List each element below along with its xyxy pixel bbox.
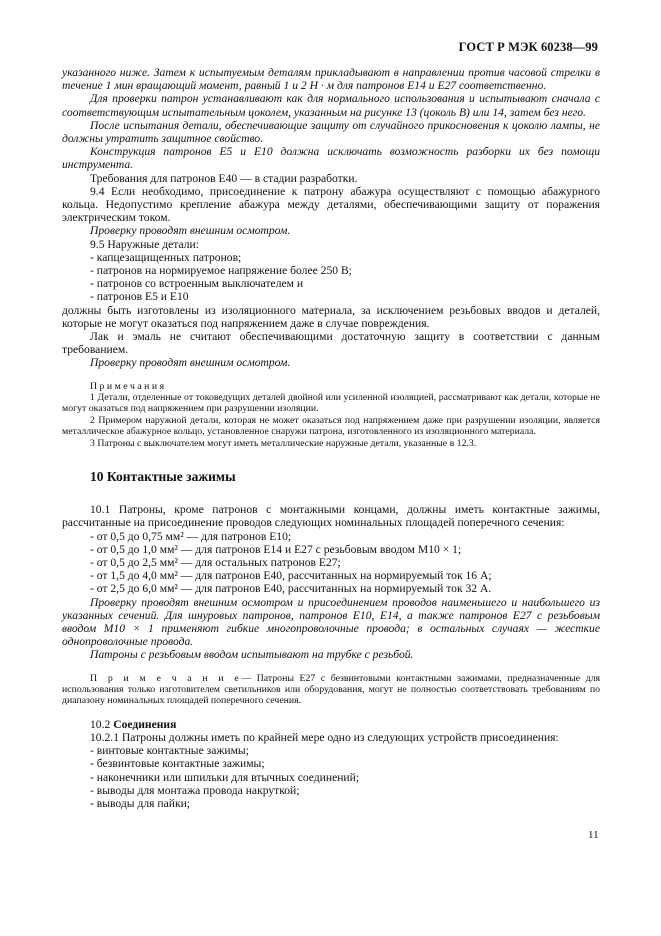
note-block xyxy=(62,673,600,707)
list-item: - капцезащищенных патронов; xyxy=(90,250,242,264)
clause-10-2-1: 10.2.1 Патроны должны иметь по крайней мере одно из следующих устройств присоединения: xyxy=(90,730,559,744)
clause-9-4: 9.4 Если необходимо, присоединение к патрону абажура осуществляют с помощью абажурного кольца. Недопустимо крепление абажура между деталями, обеспечивающими защиту от поражения электрическим током. xyxy=(62,184,600,225)
paragraph: Патроны с резьбовым вводом испытывают на трубке с резьбой. xyxy=(90,648,414,662)
list-item: - патронов на нормируемое напряжение более 250 В; xyxy=(90,264,352,278)
list-item: - патронов Е5 и Е10 xyxy=(90,290,189,304)
paragraph: должны быть изготовлены из изоляционного материала, за исключением резьбовых вводов и деталей, которые не могут оказаться под напряжением даже в случае повреждения. xyxy=(62,303,600,330)
note-label: П р и м е ч а н и е xyxy=(90,672,242,684)
header-title: ГОСТ Р МЭК 60238—99 xyxy=(458,40,598,54)
note-text: — Патроны Е27 с безвинтовыми контактными зажимами, предназначенные для использования только изготовителем светильников или оборудования, могут не полностью соответствовать требованиям по диапазону номинальных площадей поперечного сечения. xyxy=(62,672,600,707)
paragraph: Конструкция патронов Е5 и Е10 должна исключать возможность разборки их без помощи инструмента. xyxy=(62,145,600,172)
page-number: 11 xyxy=(588,829,599,841)
list-item: - патронов со встроенным выключателем и xyxy=(90,277,304,291)
subsection-heading xyxy=(62,718,600,731)
page-content xyxy=(62,66,600,810)
paragraph: Требования для патронов Е40 — в стадии разработки. xyxy=(90,171,358,185)
clause-9-5: 9.5 Наружные детали: xyxy=(90,237,199,251)
paragraph: Проверку проводят внешним осмотром. xyxy=(90,224,291,238)
notes-title: П р и м е ч а н и я xyxy=(90,380,165,392)
list-item: - безвинтовые контактные зажимы; xyxy=(90,757,265,771)
paragraph: Лак и эмаль не считают обеспечивающими достаточную защиту в соответствии с данным требованием. xyxy=(62,330,600,357)
section-heading: 10 Контактные зажимы xyxy=(90,469,236,485)
list-item: - винтовые контактные зажимы; xyxy=(90,744,249,758)
list-item: - от 1,5 до 4,0 мм² — для патронов Е40, рассчитанных на нормируемый ток 16 А; xyxy=(90,569,492,583)
paragraph: Проверку проводят внешним осмотром и присоединением проводов наименьшего и наибольшего из указанных сечений. Для шнуровых патронов, патронов Е10, Е14, а также патронов Е27 с резьбовым вводом М10 × 1 применяют гибкие многопроволочные провода; в остальных случаях — жесткие однопроволочные провода. xyxy=(62,595,600,649)
note-item: 1 Детали, отделенные от токоведущих деталей двойной или усиленной изоляцией, рассматривают как детали, которые не могут оказаться под напряжением при разрушении изоляции. xyxy=(62,392,600,415)
paragraph: указанного ниже. Затем к испытуемым деталям прикладывают в направлении против часовой стрелки в течение 1 мин вращающий момент, равный 1 и 2 Н · м для патронов Е14 и Е27 соответственно. xyxy=(62,66,600,93)
clause-10-1: 10.1 Патроны, кроме патронов с монтажными концами, должны иметь контактные зажимы, рассчитанные на присоединение проводов следующих номинальных площадей поперечного сечения: xyxy=(62,503,600,530)
paragraph: Для проверки патрон устанавливают как для нормального использования и испытывают сначала с соответствующим испытательным цоколем, указанным на рисунке 13 (цоколь В) или 14, затем без него. xyxy=(62,92,600,119)
paragraph: Проверку проводят внешним осмотром. xyxy=(90,356,291,370)
list-item: - выводы для монтажа провода накруткой; xyxy=(90,783,300,797)
list-item: - от 0,5 до 0,75 мм² — для патронов Е10; xyxy=(90,529,292,543)
note-item: 3 Патроны с выключателем могут иметь металлические наружные детали, указанные в 12.3. xyxy=(90,437,477,449)
subsection-number: 10.2 xyxy=(90,717,111,731)
paragraph: После испытания детали, обеспечивающие защиту от случайного прикосновения к цоколю лампы, не должны утратить защитное свойство. xyxy=(62,118,600,146)
list-item: - наконечники или шпильки для втычных соединений; xyxy=(90,770,360,784)
list-item: - от 2,5 до 6,0 мм² — для патронов Е40, рассчитанных на нормируемый ток 32 А. xyxy=(90,582,492,596)
list-item: - выводы для пайки; xyxy=(90,796,190,810)
list-item: - от 0,5 до 1,0 мм² — для патронов Е14 и Е27 с резьбовым вводом М10 × 1; xyxy=(90,542,462,556)
subsection-title: Соединения xyxy=(113,717,177,731)
list-item: - от 0,5 до 2,5 мм² — для остальных патронов Е27; xyxy=(90,555,341,569)
note-item: 2 Примером наружной детали, которая не может оказаться под напряжением даже при разрушении изоляции, является металлическое абажурное кольцо, установленное снаружи патрона, изготовленного из изоляционного материала. xyxy=(62,414,600,438)
